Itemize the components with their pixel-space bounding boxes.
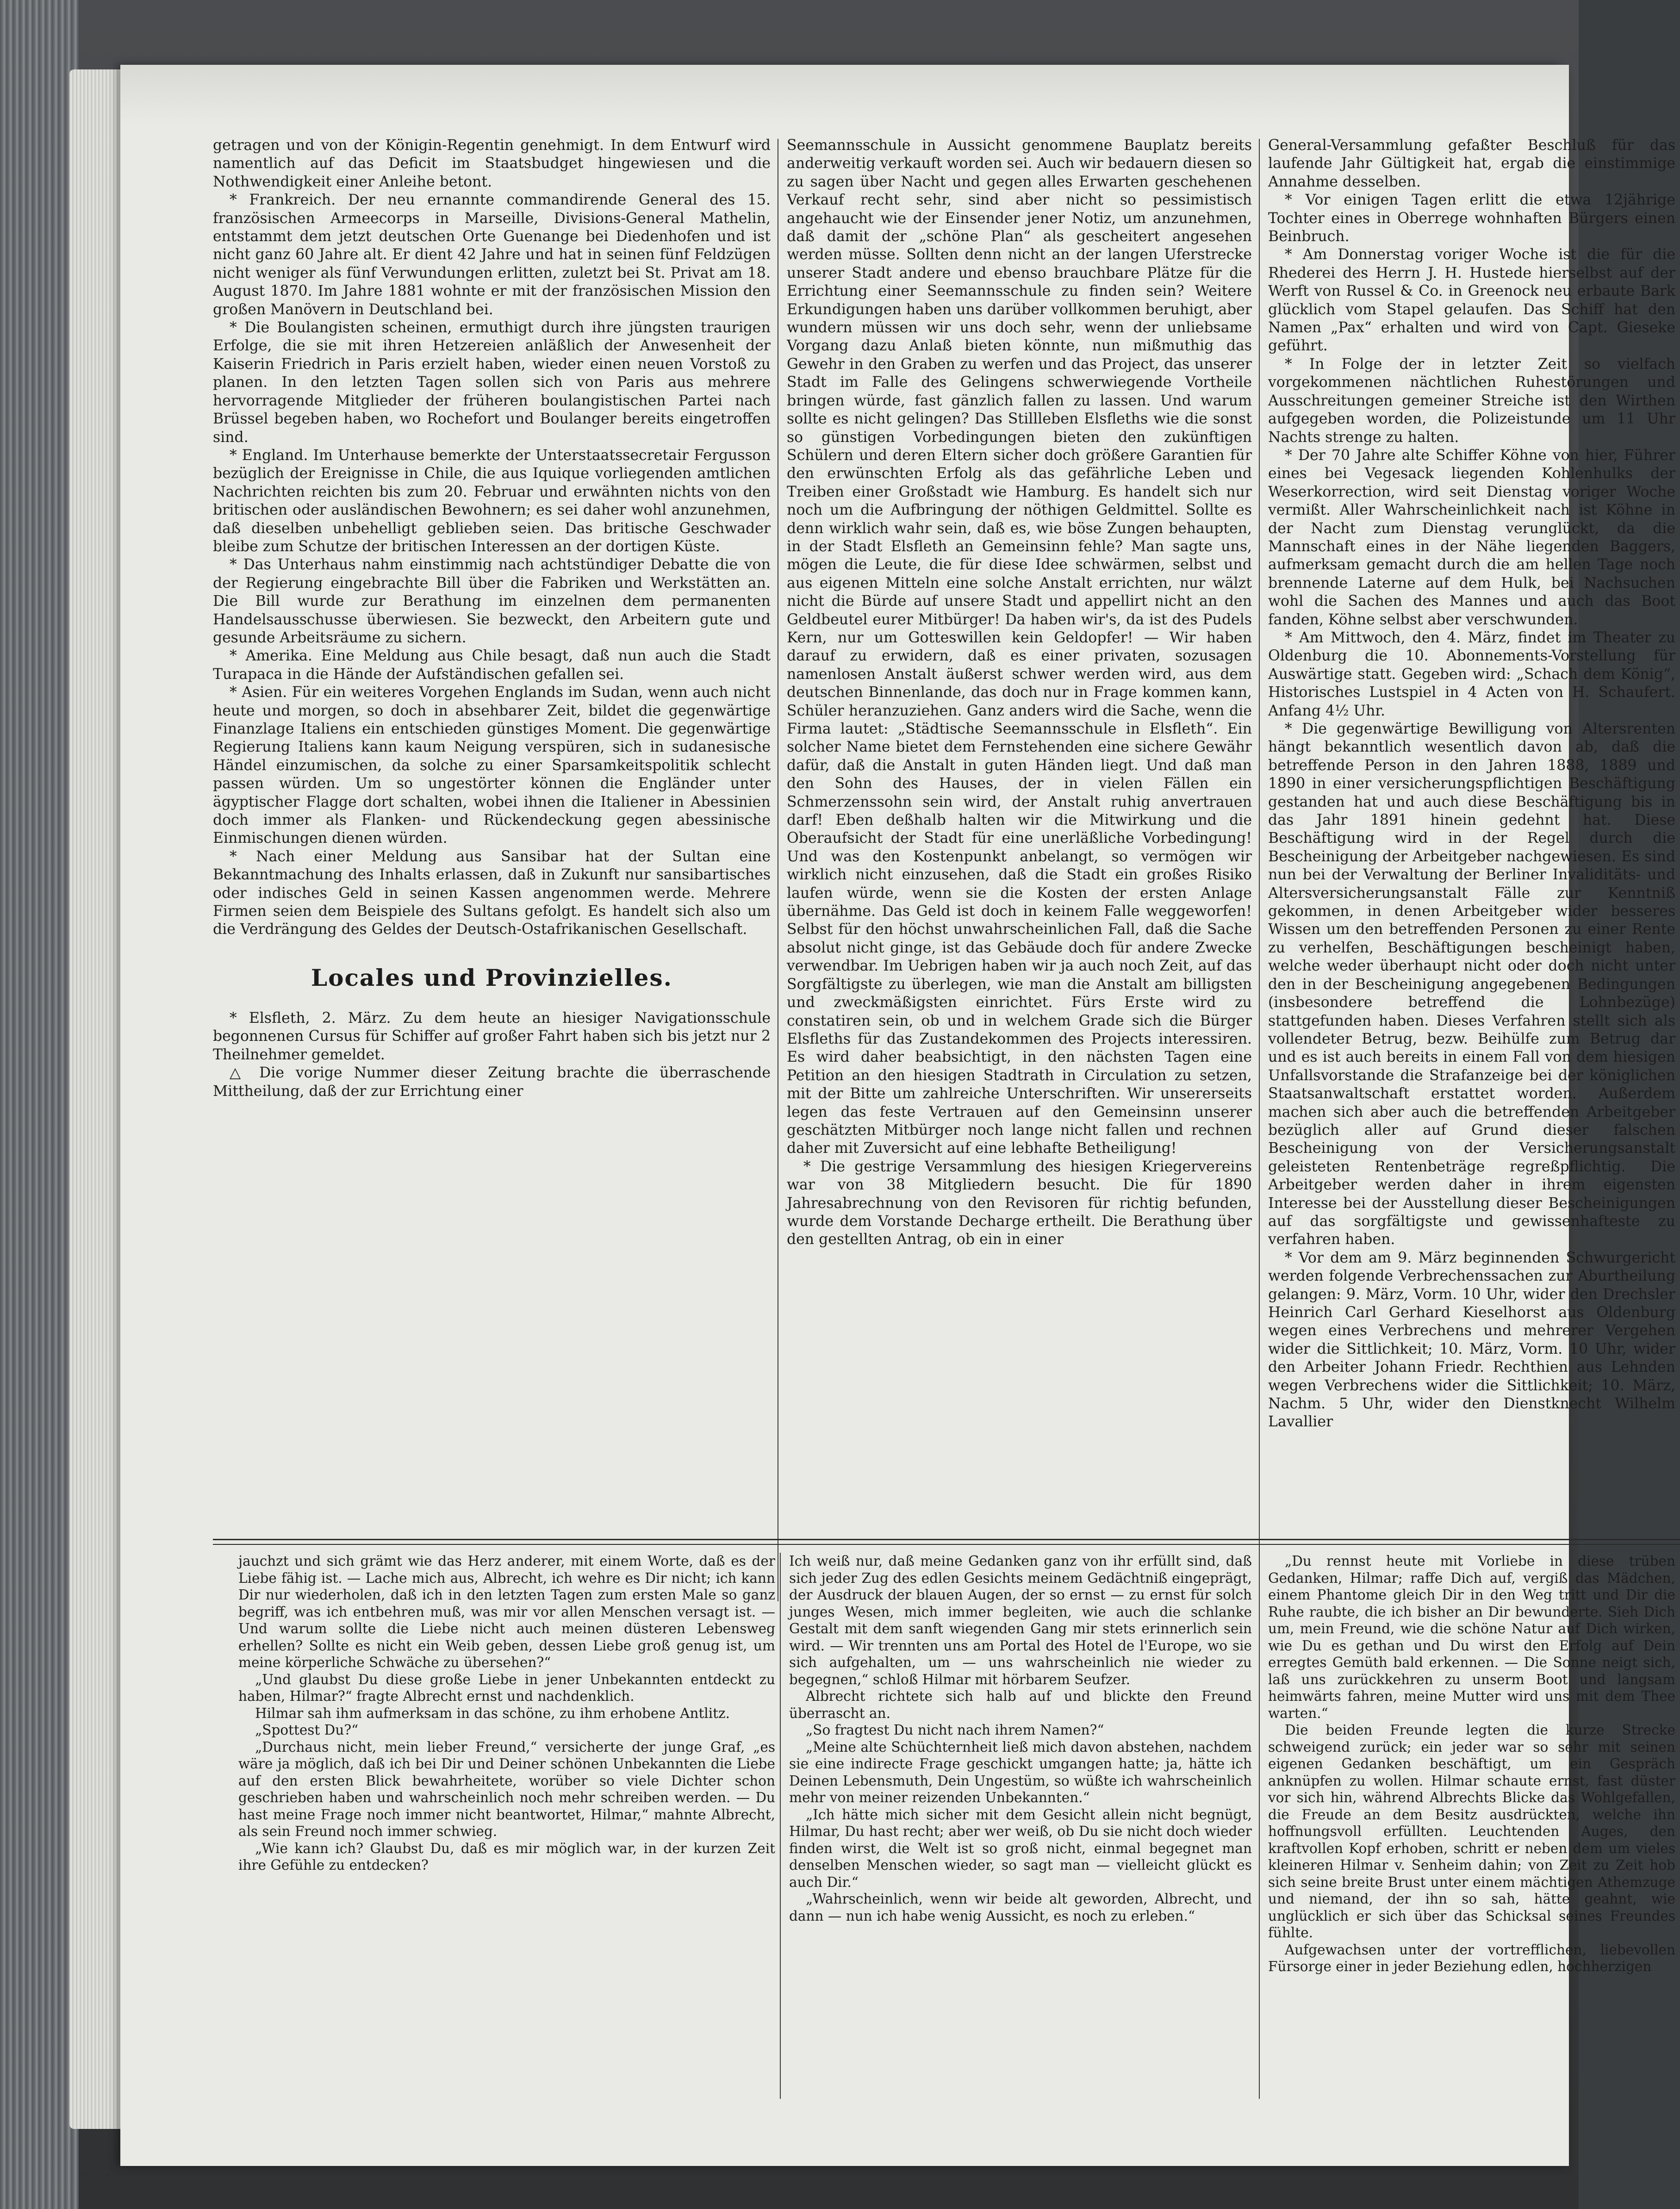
article-paragraph: * England. Im Unterhause bemerkte der Unterstaatssecretair Fergusson bezüglich der Ereignisse in Chile, die aus Iquique vorliegenden amtlichen Nachrichten reichten bis zum 20. Februar und erwähnten nichts von den britischen oder ausländischen Bewohnern; es sei daher wohl anzunehmen, daß dieselben unbehelligt geblieben seien. Das britische Geschwader bleibe zum Schutze der britischen Interessen an der dortigen Küste.	[213, 447, 771, 555]
article-paragraph: * Die gegenwärtige Bewilligung von Altersrenten hängt bekanntlich wesentlich davon ab, daß die betreffende Person in den Jahren 1888, 1889 und 1890 in einer versicherungspflichtigen Beschäftigung gestanden hat und auch diese Beschäftigung bis in das Jahr 1891 hinein gedehnt hat. Diese Beschäftigung wird in der Regel durch die Bescheinigung der Arbeitgeber nachgewiesen. Es sind nun bei der Verwaltung der Berliner Invaliditäts- und Altersversicherungsanstalt Fälle zur Kenntniß gekommen, in denen Arbeitgeber wider besseres Wissen um den betreffenden Personen zu einer Rente zu verhelfen, Beschäftigungen bescheinigt haben, welche weder überhaupt nicht oder doch nicht unter den in der Bescheinigung angegebenen Bedingungen (insbesondere betreffend die Lohnbezüge) stattgefunden haben. Dieses Verfahren stellt sich als vollendeter Betrug, bezw. Beihülfe zum Betrug dar und es ist auch bereits in einem Fall von dem hiesigen Unfallsvorstande die Strafanzeige bei der königlichen Staatsanwaltschaft erstattet worden. Außerdem machen sich aber auch die betreffenden Arbeitgeber bezüglich aller auf Grund dieser falschen Bescheinigung von der Versicherungsanstalt geleisteten Rentenbeträge regreßpflichtig. Die Arbeitgeber werden daher in ihrem eigensten Interesse bei der Ausstellung dieser Bescheinigungen auf das sorgfältigste und gewissenhafteste zu verfahren haben.	[1268, 721, 1675, 1248]
upper-column-2	[787, 137, 1252, 1249]
page-edges	[69, 69, 125, 2129]
article-paragraph: * Asien. Für ein weiteres Vorgehen Englands im Sudan, wenn auch nicht heute und morgen, so doch in absehbarer Zeit, bildet die gegenwärtige Finanzlage Italiens ein entschieden günstiges Moment. Die gegenwärtige Regierung Italiens kann kaum Neigung verspüren, sich in sudanesische Händel einzumischen, da solche zu einer Sparsamkeitspolitik schlecht passen würden. Um so ungestörter können die Engländer unter ägyptischer Flagge dort schalten, wobei ihnen die Italiener in Abessinien doch immer als Flanken- und Rückendeckung gegen abessinische Einmischungen dienen würden.	[213, 684, 771, 847]
feuilleton-paragraph: „So fragtest Du nicht nach ihrem Namen?“	[806, 1722, 1104, 1738]
upper-column-1	[213, 137, 771, 1101]
newspaper-page	[120, 65, 1675, 2166]
article-paragraph: * Das Unterhaus nahm einstimmig nach achtstündiger Debatte die von der Regierung eingebrachte Bill über die Fabriken und Werkstätten an. Die Bill wurde zur Berathung im einzelnen dem permanenten Handelsausschusse überwiesen. Sie bezweckt, den Arbeitern gute und gesunde Arbeitsräume zu sichern.	[213, 556, 771, 646]
article-paragraph: * Vor dem am 9. März beginnenden Schwurgericht werden folgende Verbrechenssachen zur Aburtheilung gelangen: 9. März, Vorm. 10 Uhr, wider den Drechsler Heinrich Carl Gerhard Kieselhorst aus Oldenburg wegen eines Verbrechens und mehrerer Vergehen wider die Sittlichkeit; 10. März, Vorm. 10 Uhr, wider den Arbeiter Johann Friedr. Rechthien aus Lehnden wegen Verbrechens wider die Sittlichkeit; 10. März, Nachm. 5 Uhr, wider den Dienstknecht Wilhelm Lavallier	[1268, 1249, 1675, 1431]
feuilleton-paragraph: „Durchaus nicht, mein lieber Freund,“ versicherte der junge Graf, „es wäre ja möglich, daß ich bei Dir und Deiner schönen Unbekannten die Liebe auf den ersten Blick bewahrheitete, worüber so viele Dichter schon geschrieben haben und wahrscheinlich noch mehr schreiben werden. — Du hast meine Frage noch immer nicht beantwortet, Hilmar,“ mahnte Albrecht, als sein Freund noch immer schwieg.	[238, 1739, 775, 1839]
article-paragraph: * Am Donnerstag voriger Woche ist die für die Rhederei des Herrn J. H. Hustede hierselbst auf der Werft von Russel & Co. in Greenock neu erbaute Bark glücklich vom Stapel gelaufen. Das Schiff hat den Namen „Pax“ erhalten und wird von Capt. Gieseke geführt.	[1268, 246, 1675, 355]
article-paragraph: * Frankreich. Der neu ernannte commandirende General des 15. französischen Armeecorps in Marseille, Divisions-General Mathelin, entstammt dem jetzt deutschen Orte Guenange bei Diedenhofen und ist nicht ganz 60 Jahre alt. Er dient 42 Jahre und hat in seinen fünf Feldzügen nicht weniger als fünf Verwundungen erlitten, zuletzt bei St. Privat am 18. August 1870. Im Jahre 1881 wohnte er mit der französischen Mission den großen Manövern in Deutschland bei.	[213, 192, 771, 318]
book-binding	[0, 0, 79, 2209]
feuilleton-paragraph: „Ich hätte mich sicher mit dem Gesicht allein nicht begnügt, Hilmar, Du hast recht; aber wer weiß, ob Du sie nicht doch wieder finden wirst, die Welt ist so groß nicht, einmal begegnet man denselben Menschen wieder, so sagt man — vielleicht glückt es auch Dir.“	[789, 1806, 1252, 1890]
feuilleton-paragraph: „Wahrscheinlich, wenn wir beide alt geworden, Albrecht, und dann — nun ich habe wenig Aussicht, es noch zu erleben.“	[789, 1891, 1252, 1924]
feuilleton-paragraph: „Und glaubst Du diese große Liebe in jener Unbekannten entdeckt zu haben, Hilmar?“ fragte Albrecht ernst und nachdenklich.	[238, 1671, 775, 1704]
feuilleton-paragraph: jauchzt und sich grämt wie das Herz anderer, mit einem Worte, daß es der Liebe fähig ist. — Lache mich aus, Albrecht, ich wehre es Dir nicht; ich kann Dir nur wiederholen, daß ich in den letzten Tagen zum ersten Male so ganz begriff, was ich entbehren muß, was mir vor allen Menschen versagt ist. — Und warum sollte die Liebe nicht auch meinen düsteren Lebensweg erhellen? Sollte es nicht ein Weib geben, dessen Liebe groß genug ist, um meine körperliche Schwäche zu übersehen?“	[238, 1553, 775, 1670]
feuilleton-paragraph: „Meine alte Schüchternheit ließ mich davon abstehen, nachdem sie eine indirecte Frage geschickt umgangen hatte; ja, hätte ich Deinen Lebensmuth, Dein Ungestüm, so wüßte ich wahrscheinlich mehr von meiner reizenden Unbekannten.“	[789, 1739, 1252, 1805]
feuilleton-separator	[213, 1539, 1680, 1540]
feuilleton-paragraph: „Du rennst heute mit Vorliebe in diese trüben Gedanken, Hilmar; raffe Dich auf, vergiß das Mädchen, einem Phantome gleich Dir in den Weg tritt und Dir die Ruhe raubte, die ich bisher an Dir bewunderte. Sieh Dich um, mein Freund, wie die schöne Natur auf Dich wirken, wie Du es gethan und Du wirst den Erfolg auf Dein erregtes Gemüth bald erkennen. — Die Sonne neigt sich, laß uns zurückkehren zu unserm Boot und langsam heimwärts fahren, meine Mutter wird uns mit dem Thee warten.“	[1268, 1553, 1675, 1721]
article-paragraph: * Vor einigen Tagen erlitt die etwa 12jährige Tochter eines in Oberrege wohnhaften Bürgers einen Beinbruch.	[1268, 192, 1675, 245]
feuilleton-paragraph: Albrecht richtete sich halb auf und blickte den Freund überrascht an.	[789, 1688, 1252, 1721]
feuilleton-paragraph: Hilmar sah ihm aufmerksam in das schöne, zu ihm erhobene Antlitz.	[255, 1705, 730, 1721]
feuilleton-column-2	[789, 1553, 1252, 1924]
upper-column-3	[1268, 137, 1675, 1431]
article-paragraph: * Die Boulangisten scheinen, ermuthigt durch ihre jüngsten traurigen Erfolge, die sie mit ihren Hetzereien anläßlich der Anwesenheit der Kaiserin Friedrich in Paris erzielt haben, wieder einen neuen Vorstoß zu planen. In den letzten Tagen sollen sich von Paris aus mehrere hervorragende Mitglieder der früheren boulangistischen Partei nach Brüssel begeben haben, wo Rochefort und Boulanger bereits eingetroffen sind.	[213, 319, 771, 446]
column-rule	[1259, 139, 1260, 1601]
article-paragraph: * Die gestrige Versammlung des hiesigen Kriegervereins war von 38 Mitgliedern besucht. Die für 1890 Jahresabrechnung von den Revisoren für richtig befunden, wurde dem Vorstande Decharge ertheilt. Die Berathung über den gestellten Antrag, ob ein in einer	[787, 1158, 1252, 1248]
article-paragraph: * Elsfleth, 2. März. Zu dem heute an hiesiger Navigationsschule begonnenen Cursus für Schiffer auf großer Fahrt haben sich bis jetzt nur 2 Theilnehmer gemeldet.	[213, 1009, 771, 1063]
feuilleton-separator-thin	[213, 1544, 1680, 1545]
article-paragraph: △ Die vorige Nummer dieser Zeitung brachte die überraschende Mittheilung, daß der zur Errichtung einer	[213, 1064, 771, 1100]
feuilleton-paragraph: „Wie kann ich? Glaubst Du, daß es mir möglich war, in der kurzen Zeit ihre Gefühle zu entdecken?	[238, 1840, 775, 1873]
article-paragraph: getragen und von der Königin-Regentin genehmigt. In dem Entwurf wird namentlich auf das Deficit im Staatsbudget hingewiesen und die Nothwendigkeit einer Anleihe betont.	[213, 137, 771, 190]
column-rule	[1259, 1553, 1260, 2099]
top-margin	[120, 65, 1569, 125]
feuilleton-column-3	[1268, 1553, 1675, 1975]
article-paragraph: * Am Mittwoch, den 4. März, findet im Theater zu Oldenburg die 10. Abonnements-Vorstellung für Auswärtige statt. Gegeben wird: „Schach dem König“, Historisches Lustspiel in 4 Acten von H. Schaufert. Anfang 4½ Uhr.	[1268, 629, 1675, 719]
feuilleton-paragraph: Ich weiß nur, daß meine Gedanken ganz von ihr erfüllt sind, daß sich jeder Zug des edlen Gesichts meinem Gedächtniß eingeprägt, der Ausdruck der blauen Augen, der so ernst — zu ernst für solch junges Wesen, mich immer begleiten, wie auch die schlanke Gestalt mit dem sanft wiegenden Gang mir stets erinnerlich sein wird. — Wir trennten uns am Portal des Hotel de l'Europe, wo sie sich aufgehalten, um — uns wahrscheinlich nie wieder zu begegnen,“ schloß Hilmar mit hörbarem Seufzer.	[789, 1553, 1252, 1687]
article-paragraph: * Amerika. Eine Meldung aus Chile besagt, daß nun auch die Stadt Turapaca in die Hände der Aufständischen gefallen sei.	[213, 647, 771, 683]
article-paragraph: Seemannsschule in Aussicht genommene Bauplatz bereits anderweitig verkauft worden sei. Auch wir bedauern diesen so zu sagen über Nacht und gegen alles Erwarten geschehenen Verkauf recht sehr, sind aber nicht so pessimistisch angehaucht wie der Einsender jener Notiz, um anzunehmen, daß damit der „schöne Plan“ als gescheitert angesehen werden müsse. Sollten denn nicht an der langen Uferstrecke unserer Stadt andere und ebenso brauchbare Plätze für die Errichtung einer Seemannsschule zu finden sein? Weitere Erkundigungen haben uns darüber vollkommen beruhigt, aber wundern müssen wir uns doch sehr, wenn der unliebsame Vorgang dazu Anlaß bieten könnte, nun mißmuthig das Gewehr in den Graben zu werfen und das Project, das unserer Stadt im Falle des Gelingens schwerwiegende Vortheile bringen würde, fast gänzlich fallen zu lassen. Und warum sollte es nicht gelingen? Das Stillleben Elsfleths wie die sonst so günstigen Vorbedingungen bieten den zukünftigen Schülern und deren Eltern sicher doch größere Garantien für den erwünschten Erfolg als das gefährliche Leben und Treiben einer Großstadt wie Hamburg. Es handelt sich nur noch um die Aufbringung der nöthigen Geldmittel. Sollte es denn wirklich wahr sein, daß es, wie böse Zungen behaupten, in der Stadt Elsfleth an Gemeinsinn fehle? Man sagte uns, mögen die Leute, die für diese Idee schwärmen, selbst und aus eigenen Mitteln eine solche Anstalt errichten, nur wälzt nicht die Bürde auf unsere Stadt und appellirt nicht an den Geldbeutel eurer Mitbürger! Da haben wir's, da ist des Pudels Kern, nur um Gotteswillen kein Geldopfer! — Wir haben darauf zu erwidern, daß es einer privaten, sozusagen namenlosen Anstalt äußerst schwer werden wird, aus dem deutschen Binnenlande, das doch nur in Frage kommen kann, Schüler heranzuziehen. Ganz anders wird die Sache, wenn die Firma lautet: „Städtische Seemannsschule in Elsfleth“. Ein solcher Name bietet dem Fernstehenden eine sichere Gewähr dafür, daß die Anstalt in guten Händen liegt. Und daß man den Sohn des Hauses, der in vielen Fällen ein Schmerzenssohn sein wird, der Anstalt ruhig anvertrauen darf! Eben deßhalb halten wir die Mitwirkung und die Oberaufsicht der Stadt für eine unerläßliche Vorbedingung! Und was den Kostenpunkt anbelangt, so vermögen wir wirklich nicht einzusehen, daß die Stadt ein großes Risiko laufen würde, wenn sie die Kosten der ersten Anlage übernähme. Das Geld ist doch in keinem Falle weggeworfen! Selbst für den höchst unwahrscheinlichen Fall, daß die Sache absolut nicht ginge, ist das Gebäude doch für andere Zwecke verwendbar. Im Uebrigen haben wir ja auch noch Zeit, auf das Sorgfältigste zu überlegen, wie man die Anstalt am billigsten und zweckmäßigsten einrichtet. Fürs Erste wird zu constatiren sein, ob und in welchem Grade sich die Bürger Elsfleths für das Zustandekommen des Projects interessiren. Es wird daher beabsichtigt, in den nächsten Tagen eine Petition an den hiesigen Stadtrath in Circulation zu setzen, mit der Bitte um zahlreiche Unterschriften. Wir unsererseits legen das feste Vertrauen auf den Gemeinsinn unserer geschätzten Mitbürger noch lange nicht fallen und rechnen daher mit Zuversicht auf eine lebhafte Betheiligung!	[787, 137, 1252, 1157]
article-paragraph: * In Folge der in letzter Zeit so vielfach vorgekommenen nächtlichen Ruhestörungen und Ausschreitungen gemeiner Streiche ist den Wirthen aufgegeben worden, die Polizeistunde um 11 Uhr Nachts strenge zu halten.	[1268, 355, 1675, 446]
feuilleton-paragraph: Aufgewachsen unter der vortrefflichen, liebevollen Fürsorge einer in jeder Beziehung edlen, hochherzigen	[1268, 1941, 1675, 1974]
feuilleton-paragraph: Die beiden Freunde legten die kurze Strecke schweigend zurück; ein jeder war so sehr mit seinen eigenen Gedanken beschäftigt, um ein Gespräch anknüpfen zu wollen. Hilmar schaute ernst, fast düster vor sich hin, während Albrechts Blicke das Wohlgefallen, die Freude an dem Besitz ausdrückten, welche ihn hoffnungsvoll erfüllten. Leuchtenden Auges, den kraftvollen Kopf erhoben, schritt er neben dem um vieles kleineren Hilmar v. Senheim dahin; von Zeit zu Zeit hob sich seine breite Brust unter einem mächtigen Athemzuge und niemand, der ihn so sah, hätte geahnt, wie unglücklich er sich über das Schicksal seines Freundes fühlte.	[1268, 1722, 1675, 1941]
article-paragraph: * Der 70 Jahre alte Schiffer Köhne von hier, Führer eines bei Vegesack liegenden Kohlenhulks der Weserkorrection, wird seit Dienstag voriger Woche vermißt. Aller Wahrscheinlichkeit nach ist Köhne in der Nacht zum Dienstag verunglückt, da die Mannschaft eines in der Nähe liegenden Baggers, aufmerksam gemacht durch die am hellen Tage noch brennende Laterne auf dem Hulk, bei Nachsuchen wohl die Sachen des Mannes und auch das Boot fanden, Köhne selbst aber verschwunden.	[1268, 447, 1675, 628]
feuilleton-paragraph: „Spottest Du?“	[255, 1722, 359, 1738]
section-heading: Locales und Provinzielles.	[311, 964, 673, 991]
article-paragraph: General-Versammlung gefaßter Beschluß für das laufende Jahr Gültigkeit hat, ergab die einstimmige Annahme desselben.	[1268, 137, 1675, 190]
article-paragraph: * Nach einer Meldung aus Sansibar hat der Sultan eine Bekanntmachung des Inhalts erlassen, daß in Zukunft nur sansibartisches oder indisches Geld in seinen Kassen angenommen werde. Mehrere Firmen seien dem Beispiele des Sultans gefolgt. Es handelt sich also um die Verdrängung des Geldes der Deutsch-Ostafrikanischen Gesellschaft.	[213, 848, 771, 938]
column-rule	[780, 1553, 781, 2099]
feuilleton-column-1	[238, 1553, 775, 1874]
